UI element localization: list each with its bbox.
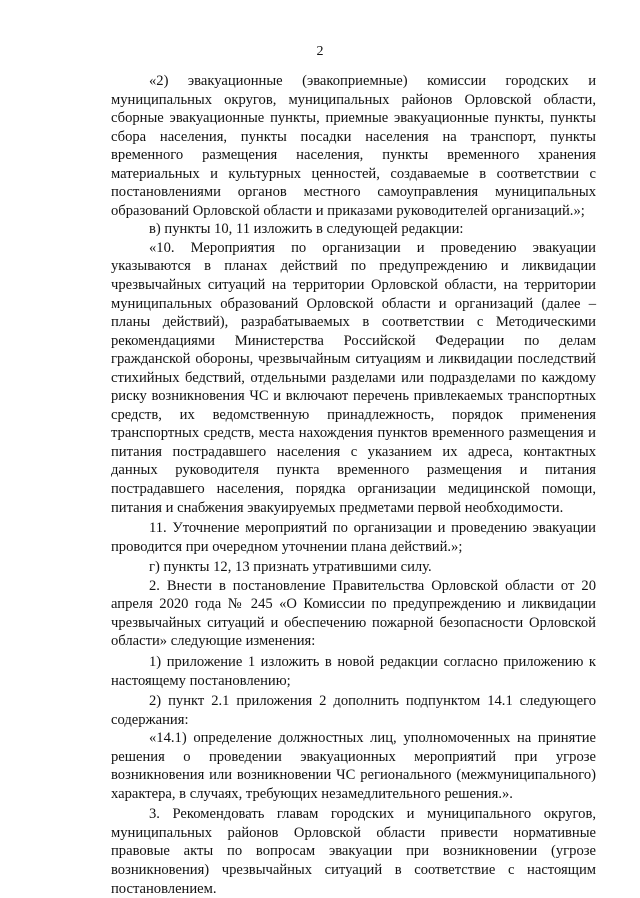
paragraph-evacuation-commissions: «2) эвакуационные (эвакоприемные) комиссии городских и муниципальных округов, муниципальных районов Орловской области, сборные эвакуационные пункты, приемные эвакуационные пункты, пункты сбора населения, пункты посадки населения на транспорт, пункты временного размещения населения, пункты временного хранения материальных и культурных ценностей, создаваемые в соответствии с постановлениями органов местного самоуправления муниципальных образований Орловской области и приказами руководителей организаций.»; <box>111 73 596 219</box>
paragraph-item-v: в) пункты 10, 11 изложить в следующей редакции: <box>149 221 464 238</box>
paragraph-point-14-1: «14.1) определение должностных лиц, уполномоченных на принятие решения о проведении эвакуационных мероприятий при угрозе возникновения или возникновении ЧС регионального (межмуниципального) характера, в случаях, требующих незамедлительного решения.». <box>111 730 596 802</box>
document-body <box>111 72 596 898</box>
paragraph-item-g: г) пункты 12, 13 признать утратившими силу. <box>149 559 432 576</box>
paragraph-section-3: 3. Рекомендовать главам городских и муниципального округов, муниципальных районов Орловской области привести нормативные правовые акты по вопросам эвакуации при возникновении (угрозе возникновения) чрезвычайных ситуаций в соответствие с настоящим постановлением. <box>111 806 596 897</box>
page-number: 2 <box>316 44 324 59</box>
paragraph-point-11: 11. Уточнение мероприятий по организации и проведению эвакуации проводится при очередном уточнении плана действий.»; <box>111 520 596 555</box>
paragraph-section-2: 2. Внести в постановление Правительства Орловской области от 20 апреля 2020 года № 245 «О Комиссии по предупреждению и ликвидации чрезвычайных ситуаций и обеспечению пожарной безопасности Орловской области» следующие изменения: <box>111 577 596 650</box>
paragraph-subitem-1: 1) приложение 1 изложить в новой редакции согласно приложению к настоящему постановлению; <box>111 653 596 689</box>
paragraph-subitem-2: 2) пункт 2.1 приложения 2 дополнить подпунктом 14.1 следующего содержания: <box>111 693 596 728</box>
paragraph-point-10: «10. Мероприятия по организации и проведению эвакуации указываются в планах действий по предупреждению и ликвидации чрезвычайных ситуаций на территории Орловской области, на территории муниципальных образований Орловской области и организаций (далее – планы действий), разрабатываемых в соответствии с Методическими рекомендациями Министерства Российской Федерации по делам гражданской обороны, чрезвычайным ситуациям и ликвидации последствий стихийных бедствий, отдельными разделами или подразделами по каждому риску возникновения ЧС и включают перечень привлекаемых транспортных средств, их ведомственную принадлежность, порядок применения транспортных средств, места нахождения пунктов временного размещения и питания пострадавшего населения с указанием их адреса, контактных данных руководителя пункта временного размещения и питания пострадавшего населения, порядка организации медицинской помощи, питания и снабжения эвакуируемых предметами первой необходимости. <box>111 239 596 516</box>
